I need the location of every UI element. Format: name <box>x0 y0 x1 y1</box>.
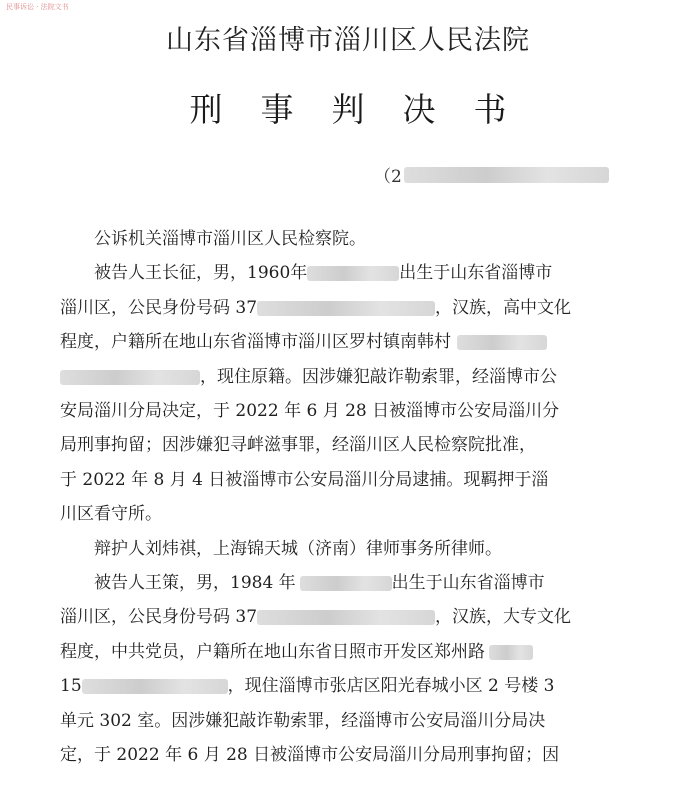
defendant2-text-b: 出生于山东省淄博市 <box>391 573 545 594</box>
paragraph-defender1 <box>60 532 612 566</box>
redacted-address-2 <box>489 645 533 660</box>
redacted-address-2-cont <box>82 679 228 694</box>
redacted-birth-date <box>307 266 399 281</box>
defendant1-line-2 <box>60 291 612 325</box>
redacted-address-cont <box>60 370 200 385</box>
redacted-address <box>457 335 547 350</box>
defendant2-text-a: 被告人王策，男，1984 年 <box>94 573 296 594</box>
defendant1-line-7: 于 2022 年 8 月 4 日被淄博市公安局淄川分局逮捕。现羁押于淄 <box>60 469 549 490</box>
document-body <box>60 222 612 773</box>
defendant2-line-2 <box>60 600 612 634</box>
defendant1-line-8: 川区看守所。 <box>60 504 162 525</box>
defendant2-address-prefix: 15 <box>60 676 82 697</box>
defendant2-line-5: 单元 302 室。因涉嫌犯敲诈勒索罪，经淄博市公安局淄川分局决 <box>60 710 546 731</box>
defendant2-residence: 程度，中共党员，户籍所在地山东省日照市开发区郑州路 <box>60 641 485 662</box>
defendant1-line-6: 局刑事拘留；因涉嫌犯寻衅滋事罪，经淄川区人民检察院批准， <box>60 435 536 456</box>
document-title: 刑事判决书 <box>189 90 545 129</box>
defendant1-text-a: 被告人王长征，男，1960年 <box>94 263 308 284</box>
redacted-id-number-2 <box>257 610 435 625</box>
prosecutor-text: 公诉机关淄博市淄川区人民检察院。 <box>94 229 366 249</box>
defendant2-line-4 <box>60 669 612 703</box>
defendant2-line-6: 定，于 2022 年 6 月 28 日被淄博市公安局淄川分局刑事拘留；因 <box>60 745 560 766</box>
defendant1-ethnicity: ，汉族，高中文化 <box>435 297 572 318</box>
defendant2-line-3 <box>60 635 612 669</box>
defendant2-id-label: 淄川区，公民身份号码 37 <box>60 607 258 628</box>
defendant1-line-5: 安局淄川分局决定，于 2022 年 6 月 28 日被淄博市公安局淄川分 <box>60 401 560 422</box>
court-name: 山东省淄博市淄川区人民法院 <box>166 25 530 56</box>
defendant2-current-address: ，现住淄博市张店区阳光春城小区 2 号楼 3 <box>227 676 555 697</box>
defendant1-text-b: 出生于山东省淄博市 <box>399 263 553 284</box>
redacted-id-number <box>257 301 435 316</box>
defender1-text: 辩护人刘炜祺，上海锦天城（济南）律师事务所律师。 <box>94 538 502 559</box>
watermark-text: 民事诉讼 · 法院文书 <box>6 3 69 11</box>
paragraph-prosecutor <box>60 222 612 256</box>
defendant1-current-address: ，现住原籍。因涉嫌犯敲诈勒索罪，经淄博市公 <box>200 366 557 387</box>
defendant1-residence: 程度，户籍所在地山东省淄博市淄川区罗村镇南韩村 <box>60 332 451 353</box>
defendant2-ethnicity: ，汉族，大专文化 <box>435 607 572 628</box>
defendant1-line-1 <box>60 256 612 290</box>
case-number-prefix: （2 <box>374 167 402 187</box>
defendant1-line-4 <box>60 360 612 394</box>
redacted-birth-date-2 <box>300 576 392 591</box>
defendant1-id-label: 淄川区，公民身份号码 37 <box>60 297 258 318</box>
defendant1-line-3 <box>60 325 612 359</box>
redacted-case-number <box>404 167 609 183</box>
case-number <box>374 162 609 187</box>
defendant2-line-1 <box>60 566 612 600</box>
